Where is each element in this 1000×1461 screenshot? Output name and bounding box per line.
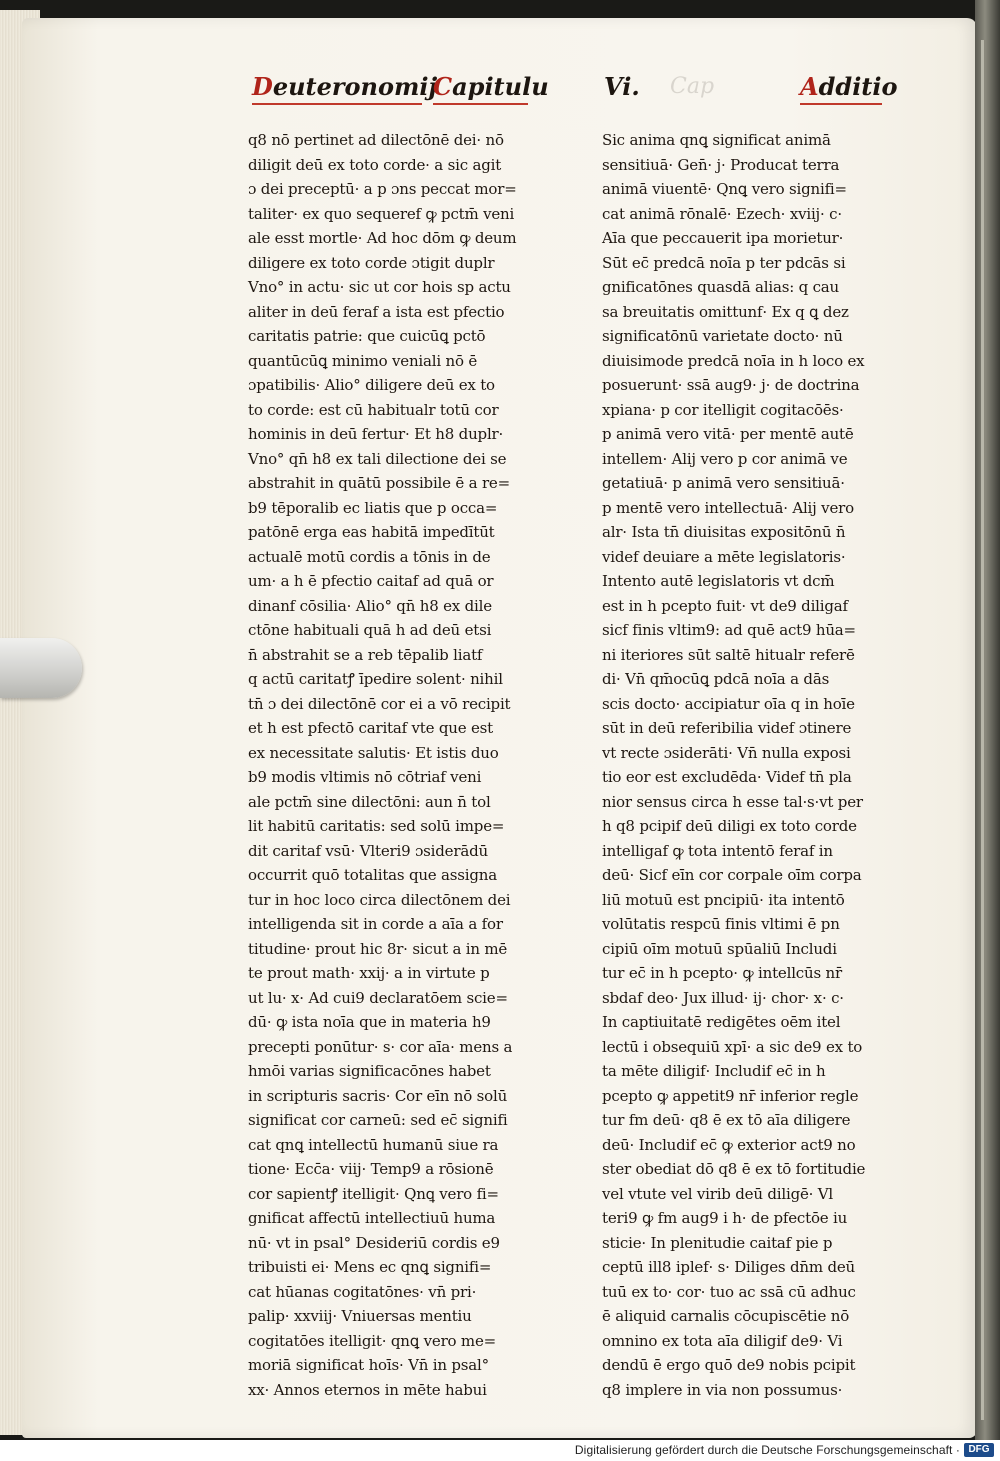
rubric-underline-3 <box>800 103 882 105</box>
text-line: tur fm deū· q8 ē ex tō aīa diligere <box>602 1111 851 1129</box>
text-line: teri9 ꝙ fm aug9 i h· de pfectōe iu <box>602 1209 848 1227</box>
text-line: dit caritaf vsū· Vlteri9 ɔsiderādū <box>248 841 488 860</box>
text-line: dendū ē ergo quō de9 nobis pcipit <box>602 1356 856 1374</box>
text-line: di· Vn̄ qm̄ocūꝗ pdcā noīa a dās <box>602 670 830 688</box>
text-line: ɔpatibilis· Alio° diligere deū ex to <box>248 376 495 394</box>
text-line: Vno° in actu· sic ut cor hois sp actu <box>248 278 511 296</box>
text-line: sicf finis vltim9: ad quē act9 hūa= <box>602 621 856 639</box>
text-line: diligit deū ex toto corde· a sic agit <box>248 155 502 174</box>
text-line: vel vtute vel virib deū diligē· Vl <box>602 1184 834 1203</box>
text-line: titudine· prout hic 8r· sicut a in mē <box>248 939 508 958</box>
text-line: significat cor carneū: sed ec̄ signifi <box>248 1111 508 1129</box>
text-line: aliter in deū feraf a ista est pfectio <box>248 302 505 321</box>
text-line: deū· Includif ec̄ ꝙ exterior act9 no <box>602 1135 856 1154</box>
text-line: sbdaf deo· Jux illud· ij· chor· x· c· <box>602 988 844 1007</box>
text-line: ɔ dei preceptū· a p ɔns peccat mor= <box>248 180 517 198</box>
footer-credit: Digitalisierung gefördert durch die Deutsche Forschungsgemeinschaft · <box>574 1443 960 1457</box>
text-line: intellem· Alij vero p cor animā ve <box>602 449 848 468</box>
footer-bar <box>0 1440 1000 1461</box>
text-line: um· a h ē pfectio caitaf ad quā or <box>248 572 494 590</box>
text-line: tribuisti ei· Mens ec qnꝗ signifi= <box>248 1258 492 1276</box>
text-line: palip· xxviij· Vniuersas mentiu <box>248 1307 472 1325</box>
text-line: ni iteriores sūt saltē hitualr referē <box>602 645 855 664</box>
text-line: intelligaf ꝙ tota intentō feraf in <box>602 841 833 860</box>
text-line: sa breuitatis omittunf· Ex q ꝗ dez <box>602 302 849 321</box>
text-line: deū· Sicf eīn cor corpale oīm corpa <box>602 866 862 884</box>
text-line: xx· Annos eternos in mēte habui <box>248 1380 487 1399</box>
rubric-underline-1 <box>252 103 422 105</box>
text-line: te prout math· xxij· a in virtute p <box>248 964 490 982</box>
text-line: caritatis patrie: que cuicūꝗ pctō <box>248 327 486 345</box>
text-line: est in h pcepto fuit· vt de9 diligaf <box>602 596 848 615</box>
right-text-column <box>602 128 892 1402</box>
text-line: volūtatis respcū finis vltimi ē pn <box>602 915 840 933</box>
text-line: ē aliquid carnalis cōcupiscētie nō <box>602 1307 850 1325</box>
text-line: intelligenda sit in corde a aīa a for <box>248 915 503 933</box>
text-line: n̄ abstrahit se a reb tēpalib liatf <box>248 645 483 664</box>
text-line: abstrahit in quātū possibile ē a re= <box>248 474 510 492</box>
text-line: sticie· In plenitudie caitaf pie p <box>602 1233 833 1252</box>
text-line: actualē motū cordis a tōnis in de <box>248 547 491 566</box>
text-line: tuū ex to· cor· tuo ac ssā cū adhuc <box>602 1282 856 1301</box>
left-text-column <box>248 128 538 1402</box>
text-line: precepti ponūtur· s· cor aīa· mens a <box>248 1037 513 1056</box>
text-line: Aīa que peccauerit ipa morietur· <box>602 229 844 247</box>
text-line: nior sensus circa h esse tal·s·vt per <box>602 792 863 811</box>
text-line: dū· ꝙ ista noīa que in materia h9 <box>248 1013 491 1031</box>
text-line: dinanf cōsilia· Alio° qn̄ h8 ex dile <box>248 596 492 615</box>
text-line: cat qnꝗ intellectū humanū siue ra <box>248 1135 499 1154</box>
text-line: q8 nō pertinet ad dilectōnē dei· nō <box>248 131 504 149</box>
text-line: cat hūanas cogitatōnes· vn̄ pri· <box>248 1282 477 1301</box>
text-line: b9 modis vltimis nō cōtriaf veni <box>248 768 482 786</box>
text-line: lit habitū caritatis: sed solū impe= <box>248 817 505 835</box>
text-line: cogitatōes itelligit· qnꝗ vero me= <box>248 1331 497 1350</box>
text-line: gnificat affectū intellectiuū huma <box>248 1209 496 1227</box>
text-line: ut lu· x· Ad cui9 declaratōem scie= <box>248 988 508 1007</box>
text-line: sūt in deū referibilia videf ɔtinere <box>602 719 852 737</box>
running-head-chapter: Capitulu <box>433 72 549 101</box>
text-line: liū motuū est pncipiū· ita intentō <box>602 890 845 909</box>
text-line: Intento autē legislatoris vt dcm̄ <box>602 572 835 590</box>
text-line: Sic anima qnꝗ significat animā <box>602 131 831 149</box>
text-line: h q8 pcipif deū diligi ex toto corde <box>602 817 857 835</box>
text-line: cor sapientꝭ itelligit· Qnꝗ vero fi= <box>248 1184 499 1203</box>
text-line: p mentē vero intellectuā· Alij vero <box>602 498 854 517</box>
text-line: moriā significat hoīs· Vn̄ in psal° <box>248 1356 489 1374</box>
text-line: q actū caritatꝭ īpedire solent· nihil <box>248 670 503 688</box>
show-through-text: Cap <box>670 74 715 99</box>
text-line: ster obediat dō q8 ē ex tō fortitudie <box>602 1160 866 1178</box>
text-line: occurrit quō totalitas que assigna <box>248 866 497 884</box>
text-line: et h est pfectō caritaf vte que est <box>248 719 493 737</box>
text-line: ceptū ill8 iplef· s· Diliges dn̄m deū <box>602 1258 855 1276</box>
text-line: getatiuā· p animā vero sensitiuā· <box>602 474 845 492</box>
running-head-number: Vi. <box>604 72 640 101</box>
page-clip <box>0 638 82 698</box>
text-line: patōnē erga eas habitā impedītūt <box>248 523 495 541</box>
text-line: in scripturis sacris· Cor eīn nō solū <box>248 1086 508 1105</box>
text-line: vt recte ɔsiderāti· Vn̄ nulla exposi <box>602 743 851 762</box>
text-line: cat animā rōnalē· Ezech· xviij· c· <box>602 204 842 223</box>
text-line: significatōnū varietate docto· nū <box>602 327 843 345</box>
text-line: sensitiuā· Gen̄· j· Producat terra <box>602 155 840 174</box>
dfg-logo: DFG <box>964 1443 994 1457</box>
text-line: ale esst mortle· Ad hoc dōm ꝙ deum <box>248 229 517 247</box>
text-line: diligere ex toto corde ɔtigit duplr <box>248 253 495 272</box>
text-line: ctōne habituali quā h ad deū etsi <box>248 621 492 639</box>
text-line: p animā vero vitā· per mentē autē <box>602 425 854 443</box>
text-line: nū· vt in psal° Desideriū cordis e9 <box>248 1233 500 1252</box>
text-line: tur in hoc loco circa dilectōnem dei <box>248 890 511 909</box>
text-line: diuisimode predcā noīa in h loco ex <box>602 351 865 370</box>
text-line: ta mēte diligif· Includif ec̄ in h <box>602 1062 826 1080</box>
rubric-underline-2 <box>433 103 528 105</box>
text-line: videf deuiare a mēte legislatoris· <box>602 547 846 566</box>
running-head-book: Deuteronomij <box>252 72 438 101</box>
book-cover-edge <box>975 0 1000 1440</box>
text-line: lectū i obsequiū xpī· a sic de9 ex to <box>602 1037 863 1056</box>
text-line: b9 tēporalib ec liatis que p occa= <box>248 498 498 517</box>
text-line: gnificatōnes quasdā alias: q cau <box>602 278 840 296</box>
text-line: animā viuentē· Qnꝗ vero signifi= <box>602 180 847 198</box>
text-line: hmōi varias significacōnes habet <box>248 1062 491 1080</box>
text-line: tur ec̄ in h pcepto· ꝙ intellcūs nr̄ <box>602 964 842 982</box>
text-line: tione· Ecc̄a· viij· Temp9 a rōsionē <box>248 1160 494 1178</box>
text-line: omnino ex tota aīa diligif de9· Vi <box>602 1331 843 1350</box>
text-line: scis docto· accipiatur oīa q in hoīe <box>602 694 855 713</box>
text-line: pcepto ꝙ appetit9 nr̄ inferior regle <box>602 1086 859 1105</box>
running-head-section: Additio <box>800 72 898 101</box>
text-line: taliter· ex quo sequeref ꝙ pctm̄ veni <box>248 204 515 223</box>
text-line: cipiū oīm motuū spūaliū Includi <box>602 939 837 958</box>
text-line: ex necessitate salutis· Et istis duo <box>248 743 499 762</box>
text-line: tn̄ ɔ dei dilectōnē cor ei a vō recipit <box>248 694 511 713</box>
text-line: hominis in deū fertur· Et h8 duplr· <box>248 425 504 443</box>
text-line: In captiuitatē redigētes oēm itel <box>602 1013 841 1031</box>
text-line: alr· Ista tn̄ diuisitas expositōnū n̄ <box>602 523 846 541</box>
text-line: to corde: est cū habitualr totū cor <box>248 400 499 419</box>
text-line: Sūt ec̄ predcā noīa p ter pdcās si <box>602 253 846 272</box>
text-line: ale pctm̄ sine dilectōni: aun n̄ tol <box>248 792 491 811</box>
text-line: tio eor est excludēda· Videf tn̄ pla <box>602 768 852 786</box>
text-line: posuerunt· ssā aug9· j· de doctrina <box>602 376 860 394</box>
text-line: quantūcūꝗ minimo veniali nō ē <box>248 351 478 370</box>
text-line: Vno° qn̄ h8 ex tali dilectione dei se <box>248 449 507 468</box>
text-line: q8 implere in via non possumus· <box>602 1380 843 1399</box>
text-line: xpiana· p cor itelligit cogitacōēs· <box>602 400 844 419</box>
